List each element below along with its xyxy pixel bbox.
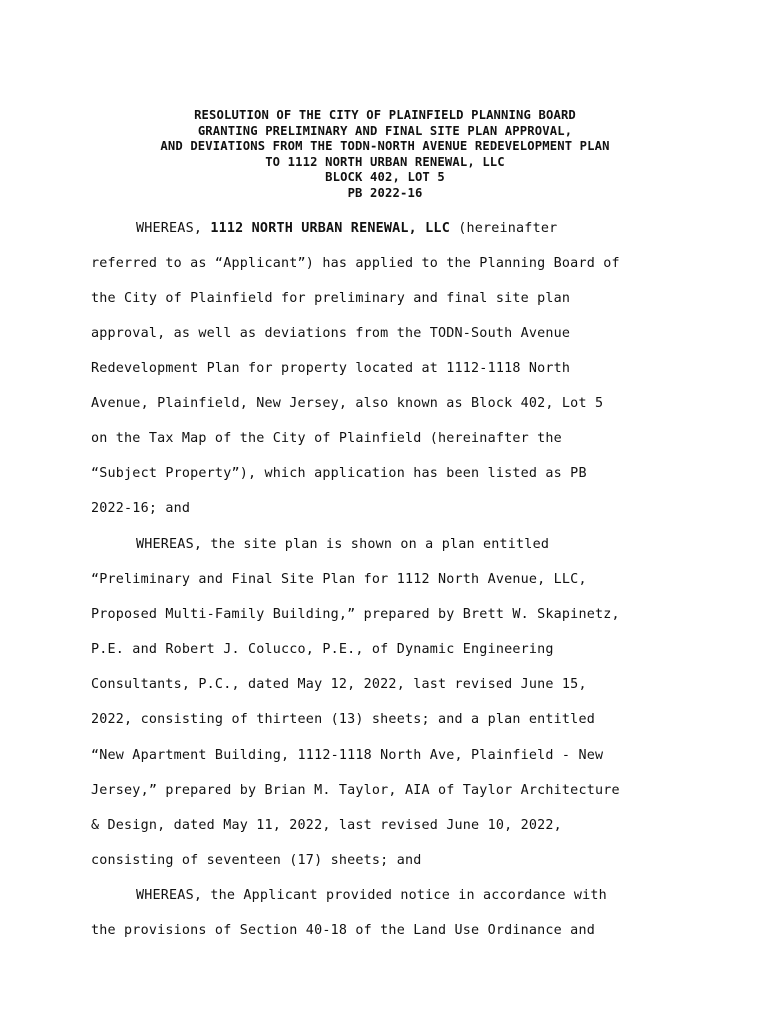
paragraph-line: approval, as well as deviations from the TODN-South Avenue <box>91 326 571 341</box>
paragraph-line: P.E. and Robert J. Colucco, P.E., of Dynamic Engineering <box>91 642 554 657</box>
paragraph-line: the City of Plainfield for preliminary and final site plan <box>91 291 571 306</box>
paragraph-line: “Preliminary and Final Site Plan for 1112 North Avenue, LLC, <box>91 572 587 587</box>
resolution-title <box>0 108 770 202</box>
paragraph-line: the provisions of Section 40-18 of the Land Use Ordinance and <box>91 923 595 938</box>
title-line: PB 2022-16 <box>347 185 423 200</box>
paragraph-line <box>136 221 557 237</box>
paragraph-line: WHEREAS, the Applicant provided notice in accordance with <box>136 888 607 903</box>
paragraph-line: “New Apartment Building, 1112-1118 North Ave, Plainfield - New <box>91 748 604 763</box>
title-line: TO 1112 NORTH URBAN RENEWAL, LLC <box>265 154 505 169</box>
paragraph-line: & Design, dated May 11, 2022, last revised June 10, 2022, <box>91 818 562 833</box>
paragraph-line: Consultants, P.C., dated May 12, 2022, last revised June 15, <box>91 677 587 692</box>
paragraph-line: Redevelopment Plan for property located at 1112-1118 North <box>91 361 571 376</box>
paragraph-line: Proposed Multi-Family Building,” prepared by Brett W. Skapinetz, <box>91 607 620 622</box>
title-line: RESOLUTION OF THE CITY OF PLAINFIELD PLANNING BOARD <box>194 108 576 122</box>
applicant-name: 1112 NORTH URBAN RENEWAL, LLC <box>210 221 450 236</box>
title-line: GRANTING PRELIMINARY AND FINAL SITE PLAN APPROVAL, <box>197 123 573 138</box>
paragraph-line: Avenue, Plainfield, New Jersey, also known as Block 402, Lot 5 <box>91 396 604 411</box>
title-line: BLOCK 402, LOT 5 <box>325 170 445 185</box>
title-line: AND DEVIATIONS FROM THE TODN-NORTH AVENUE REDEVELOPMENT PLAN <box>160 139 610 154</box>
paragraph-line: “Subject Property”), which application has been listed as PB <box>91 466 587 481</box>
paragraph-line: 2022-16; and <box>91 501 191 516</box>
paragraph-text: (hereinafter <box>449 221 558 236</box>
paragraph-line: WHEREAS, the site plan is shown on a plan entitled <box>136 537 550 552</box>
paragraph-line: consisting of seventeen (17) sheets; and <box>91 853 422 868</box>
paragraph-line: Jersey,” prepared by Brian M. Taylor, AIA of Taylor Architecture <box>91 783 620 798</box>
paragraph-line: 2022, consisting of thirteen (13) sheets; and a plan entitled <box>91 712 595 727</box>
paragraph-line: referred to as “Applicant”) has applied to the Planning Board of <box>91 256 620 271</box>
whereas-text: WHEREAS, <box>136 221 211 236</box>
paragraph-line: on the Tax Map of the City of Plainfield (hereinafter the <box>91 431 562 446</box>
